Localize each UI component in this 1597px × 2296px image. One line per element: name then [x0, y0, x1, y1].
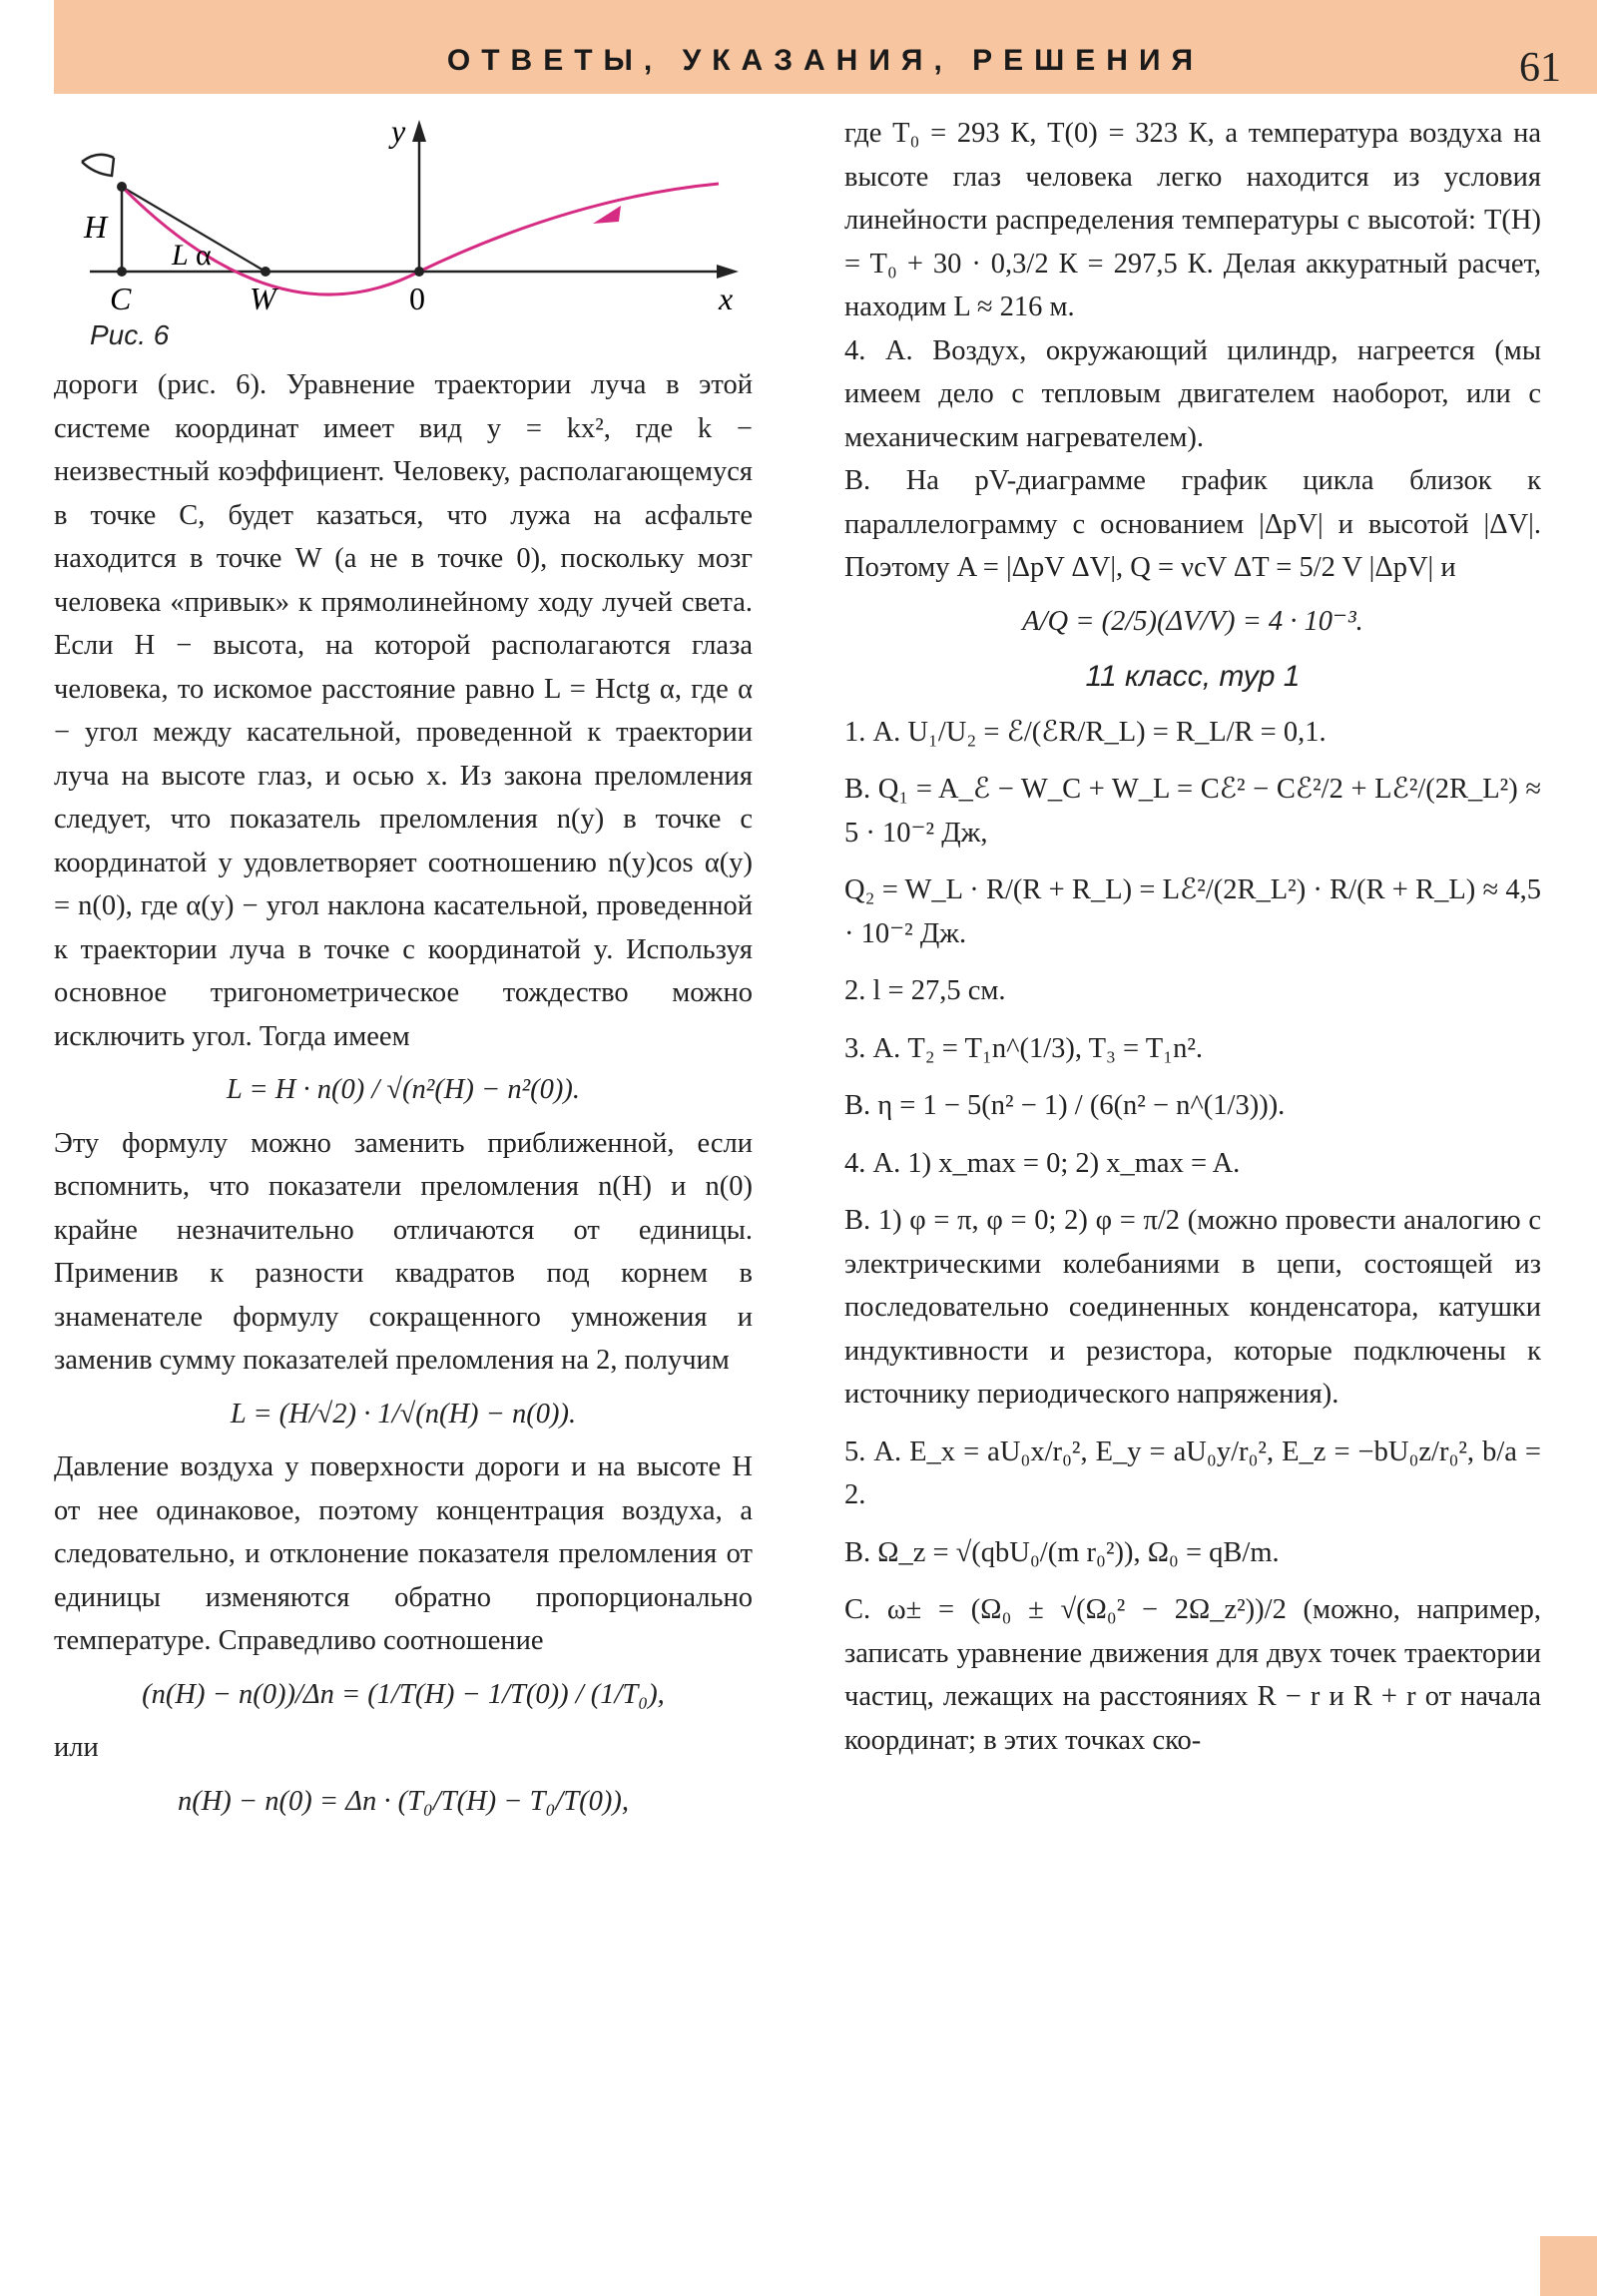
left-paragraph-1: дороги (рис. 6). Уравнение траектории луча в этой системе координат имеет вид y = kx², где k − неизвестный коэффициент. Человеку, располагающемуся в точке C, будет казаться, что лужа на асфальте находится в точке W (а не в точке 0), поскольку мозг человека «привык» к прямолинейному ходу лучей света. Если H − высота, на которой располагаются глаза человека, то искомое расстояние равно L = Hctg α, где α − угол между касательной, проведенной к траектории луча на высоте глаз, и осью x. Из закона преломления следует, что показатель преломления n(y) в точке с координатой y удовлетворяет соотношению n(y)cos α(y) = n(0), где α(y) − угол наклона касательной, проведенной к траектории луча в точке с координатой y. Используя основное тригонометрическое тождество можно исключить угол. Тогда имеем [54, 369, 753, 1052]
solution-5b: В. Ω_z = √(qbU₀/(m r₀²)), Ω₀ = qB/m. [844, 1536, 1280, 1568]
ray-arrow-icon [593, 206, 621, 224]
x-axis-arrow-icon [717, 265, 739, 279]
label-x: x [719, 281, 734, 316]
formula-l-approx-text: L = (H/√2) · 1/√(n(H) − n(0)). [230, 1398, 577, 1430]
formula-l-exact [54, 1068, 753, 1112]
formula-ratio-text: (n(H) − n(0))/Δn = (1/T(H) − 1/T(0)) / (1/T₀), [142, 1678, 665, 1710]
answer-4b: В. На pV-диаграмме график цикла близок к параллелограмму с основанием |ΔpV| и высотой |ΔV|. Поэтому A = |ΔpV ΔV|, Q = νcV ΔT = 5/2 V |ΔpV| и [844, 465, 1541, 583]
solution-2: 2. l = 27,5 см. [844, 975, 1006, 1006]
class-heading: 11 класс, тур 1 [1085, 660, 1301, 693]
label-alpha: α [196, 239, 212, 272]
formula-a-q [844, 600, 1541, 644]
left-paragraph-4: или [54, 1732, 99, 1763]
formula-ratio [54, 1673, 753, 1717]
solution-1a: 1. А. U₁/U₂ = ℰ/(ℰR/R_L) = R_L/R = 0,1. [844, 716, 1327, 748]
label-c: C [110, 281, 132, 316]
formula-difference-text: n(H) − n(0) = Δn · (T₀/T(H) − T₀/T(0)), [177, 1785, 630, 1817]
solution-4b: В. 1) φ = π, φ = 0; 2) φ = π/2 (можно провести аналогию с электрическими колебаниями в цепи, состоящей из последовательно соединенных конденсатора, катушки индуктивности и резистора, которые подключены к источнику периодического напряжения). [844, 1205, 1541, 1410]
label-w: W [250, 281, 276, 316]
figure-caption: Рис. 6 [90, 319, 170, 350]
solution-1b: В. Q₁ = A_ℰ − W_C + W_L = Cℰ² − Cℰ²/2 + Lℰ²/(2R_L²) ≈ 5 · 10⁻² Дж, [844, 774, 1541, 849]
page-header [54, 0, 1597, 94]
eye-point [117, 182, 127, 192]
formula-difference [54, 1780, 753, 1824]
solution-5c: С. ω± = (Ω₀ ± √(Ω₀² − 2Ω_z²))/2 (можно, например, записать уравнение движения для двух точек траектории частиц, лежащих на расстояниях R − r и R + r от начала координат; в этих точках ско- [844, 1594, 1541, 1756]
header-title: ОТВЕТЫ, УКАЗАНИЯ, РЕШЕНИЯ [446, 44, 1205, 77]
point-origin [414, 267, 424, 277]
solution-3a: 3. А. T₂ = T₁n^(1/3), T₃ = T₁n². [844, 1032, 1204, 1064]
point-c [117, 267, 127, 277]
point-w [261, 267, 270, 277]
left-column [54, 363, 753, 1833]
label-zero: 0 [409, 281, 425, 316]
corner-tab [1540, 2236, 1597, 2296]
solution-5a: 5. А. E_x = aU₀x/r₀², E_y = aU₀y/r₀², E_z = −bU₀z/r₀², b/a = 2. [844, 1435, 1541, 1510]
y-axis-arrow-icon [412, 120, 426, 142]
left-paragraph-2: Эту формулу можно заменить приближенной, если вспомнить, что показатели преломления n(H) и n(0) крайне незначительно отличаются от единицы. Применив к разности квадратов под корнем в знаменателе формулу сокращенного умножения и заменив сумму показателей преломления на 2, получим [54, 1127, 753, 1376]
right-column [844, 112, 1541, 1762]
answer-4a: 4. А. Воздух, окружающий цилиндр, нагреется (мы имеем дело с тепловым двигателем наоборот, или с механическим нагревателем). [844, 334, 1541, 453]
solution-1b-q2: Q₂ = W_L · R/(R + R_L) = Lℰ²/(2R_L²) · R/(R + R_L) ≈ 4,5 · 10⁻² Дж. [844, 874, 1541, 949]
formula-l-exact-text: L = H · n(0) / √(n²(H) − n²(0)). [226, 1074, 581, 1105]
figure-6 [54, 110, 753, 359]
eye-icon [82, 155, 114, 176]
solution-3b: В. η = 1 − 5(n² − 1) / (6(n² − n^(1/3))). [844, 1090, 1286, 1121]
label-l: L [172, 239, 189, 272]
label-y: y [391, 113, 406, 149]
formula-a-q-text: A/Q = (2/5)(ΔV/V) = 4 · 10⁻³. [1022, 605, 1363, 637]
right-paragraph-1: где T₀ = 293 К, T(0) = 323 К, а температура воздуха на высоте глаз человека легко находится из условия линейности распределения температуры с высотой: T(H) = T₀ + 30 · 0,3/2 К = 297,5 К. Делая аккуратный расчет, находим L ≈ 216 м. [844, 118, 1541, 322]
formula-l-approx [54, 1393, 753, 1436]
sight-line [122, 187, 266, 272]
left-paragraph-3: Давление воздуха у поверхности дороги и на высоте H от нее одинаковое, поэтому концентрация воздуха, а следовательно, и отклонение показателя преломления от единицы изменяются обратно пропорционально температуре. Справедливо соотношение [54, 1451, 753, 1656]
solution-4a: 4. А. 1) x_max = 0; 2) x_max = A. [844, 1147, 1241, 1179]
page-number: 61 [1519, 45, 1561, 91]
label-h: H [84, 209, 108, 245]
